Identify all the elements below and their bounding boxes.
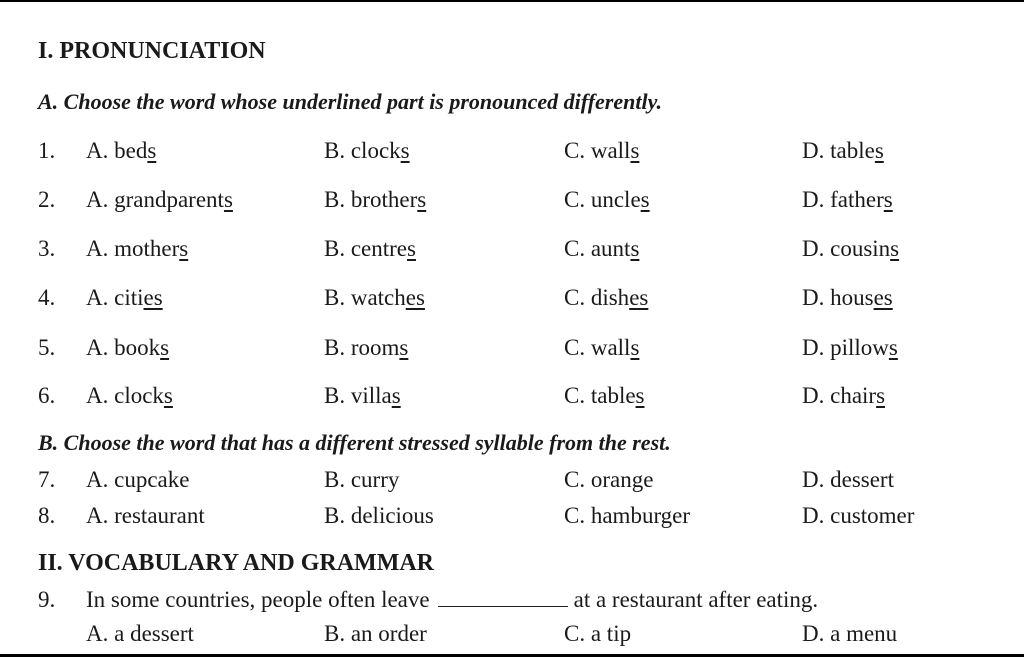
option-b bbox=[324, 187, 426, 213]
section-title-vocabulary: II. VOCABULARY AND GRAMMAR bbox=[38, 550, 435, 576]
option-c bbox=[564, 187, 650, 213]
option-text: D. pillow bbox=[802, 335, 889, 360]
underlined-part: s bbox=[160, 335, 170, 360]
option-a bbox=[86, 138, 156, 164]
option-text: B. watch bbox=[324, 285, 406, 310]
option-a: A. a dessert bbox=[86, 621, 194, 646]
underlined-part: s bbox=[417, 187, 427, 212]
option-a bbox=[86, 285, 163, 311]
option-b bbox=[324, 383, 401, 409]
question-number: 2. bbox=[38, 187, 56, 212]
option-b bbox=[324, 236, 416, 262]
option-b: B. an order bbox=[324, 621, 427, 646]
option-text: A. book bbox=[86, 335, 161, 360]
option-d bbox=[802, 383, 885, 409]
option-d bbox=[802, 285, 893, 311]
option-text: D. cousin bbox=[802, 236, 891, 261]
question-row bbox=[0, 503, 1024, 533]
question-number: 3. bbox=[38, 236, 56, 261]
underlined-part: s bbox=[407, 236, 416, 261]
option-d: D. a menu bbox=[802, 621, 898, 646]
question-number: 9. bbox=[38, 587, 56, 612]
underlined-part: s bbox=[876, 383, 886, 408]
option-a bbox=[86, 335, 169, 361]
underlined-part: s bbox=[400, 138, 410, 163]
question-row bbox=[0, 587, 1024, 617]
question-row bbox=[0, 335, 1024, 365]
option-c bbox=[564, 383, 645, 409]
option-b bbox=[324, 138, 410, 164]
underlined-part: s bbox=[640, 187, 650, 212]
option-c bbox=[564, 138, 639, 164]
underlined-part: s bbox=[147, 138, 157, 163]
option-d bbox=[802, 187, 893, 213]
option-a: A. restaurant bbox=[86, 503, 205, 528]
option-text: D. father bbox=[802, 187, 884, 212]
option-text: A. mother bbox=[86, 236, 180, 261]
question-text-after: at a restaurant after eating. bbox=[573, 587, 819, 612]
option-b bbox=[324, 285, 425, 311]
section-title-pronunciation: I. PRONUNCIATION bbox=[38, 38, 266, 64]
option-text: C. table bbox=[564, 383, 636, 408]
part-b-instruction: B. Choose the word that has a different stressed syllable from the rest. bbox=[38, 430, 671, 455]
part-a-instruction: A. Choose the word whose underlined part is pronounced differently. bbox=[38, 89, 663, 114]
underlined-part: s bbox=[883, 187, 893, 212]
question-number: 4. bbox=[38, 285, 56, 310]
underlined-part: s bbox=[874, 138, 884, 163]
option-text: B. clock bbox=[324, 138, 401, 163]
option-text: C. wall bbox=[564, 335, 631, 360]
option-a bbox=[86, 187, 233, 213]
underlined-part: es bbox=[873, 285, 893, 310]
answer-blank bbox=[438, 588, 568, 607]
option-d bbox=[802, 335, 898, 361]
option-b: B. delicious bbox=[324, 503, 434, 528]
underlined-part: s bbox=[630, 236, 640, 261]
option-c bbox=[564, 285, 648, 311]
option-text: D. table bbox=[802, 138, 875, 163]
question-row bbox=[0, 236, 1024, 266]
question-options-row bbox=[0, 621, 1024, 651]
question-number: 1. bbox=[38, 138, 56, 163]
option-text: A. clock bbox=[86, 383, 164, 408]
option-text: C. dish bbox=[564, 285, 630, 310]
option-text: C. wall bbox=[564, 138, 631, 163]
option-a bbox=[86, 383, 173, 409]
option-text: D. chair bbox=[802, 383, 877, 408]
option-d: D. dessert bbox=[802, 467, 894, 492]
option-d bbox=[802, 138, 884, 164]
question-number: 6. bbox=[38, 383, 56, 408]
option-d: D. customer bbox=[802, 503, 915, 528]
option-text: A. bed bbox=[86, 138, 148, 163]
option-c: C. a tip bbox=[564, 621, 632, 646]
option-text: A. citi bbox=[86, 285, 144, 310]
option-text: B. villa bbox=[324, 383, 392, 408]
option-d bbox=[802, 236, 899, 262]
underlined-part: s bbox=[163, 383, 173, 408]
underlined-part: s bbox=[888, 335, 898, 360]
option-c bbox=[564, 236, 639, 262]
question-row bbox=[0, 467, 1024, 497]
underlined-part: s bbox=[223, 187, 233, 212]
question-number: 7. bbox=[38, 467, 56, 492]
option-text: B. brother bbox=[324, 187, 418, 212]
option-text: D. hous bbox=[802, 285, 874, 310]
question-row bbox=[0, 285, 1024, 315]
question-row bbox=[0, 187, 1024, 217]
option-c: C. orange bbox=[564, 467, 654, 492]
underlined-part: s bbox=[635, 383, 645, 408]
option-text: C. uncle bbox=[564, 187, 641, 212]
underlined-part: s bbox=[179, 236, 189, 261]
option-b: B. curry bbox=[324, 467, 400, 492]
underlined-part: s bbox=[399, 335, 409, 360]
option-c bbox=[564, 335, 639, 361]
option-text: B. room bbox=[324, 335, 400, 360]
underlined-part: s bbox=[890, 236, 900, 261]
underlined-part: s bbox=[391, 383, 401, 408]
option-text: A. grandparent bbox=[86, 187, 224, 212]
option-c: C. hamburger bbox=[564, 503, 691, 528]
question-row bbox=[0, 138, 1024, 168]
underlined-part: es bbox=[629, 285, 649, 310]
option-b bbox=[324, 335, 408, 361]
question-number: 5. bbox=[38, 335, 56, 360]
underlined-part: s bbox=[630, 335, 640, 360]
option-a: A. cupcake bbox=[86, 467, 190, 492]
option-text: B. centre bbox=[324, 236, 408, 261]
underlined-part: es bbox=[405, 285, 425, 310]
question-number: 8. bbox=[38, 503, 56, 528]
question-text-before: In some countries, people often leave bbox=[86, 587, 430, 612]
question-text bbox=[86, 587, 818, 613]
option-a bbox=[86, 236, 188, 262]
question-row bbox=[0, 383, 1024, 413]
underlined-part: es bbox=[143, 285, 163, 310]
option-text: C. aunt bbox=[564, 236, 631, 261]
underlined-part: s bbox=[630, 138, 640, 163]
